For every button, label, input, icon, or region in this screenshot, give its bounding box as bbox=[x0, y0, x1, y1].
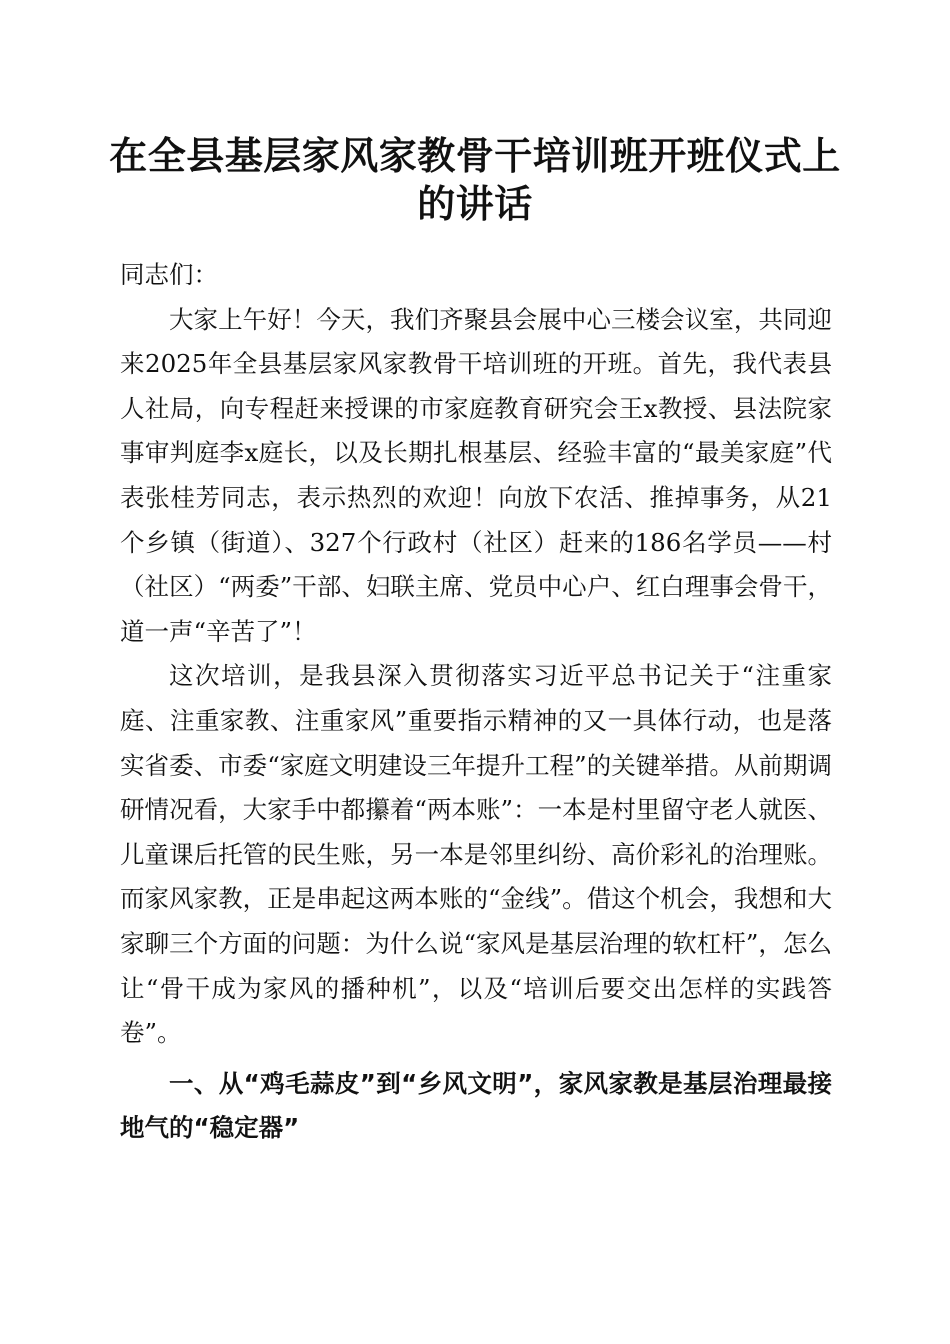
document-title: 在全县基层家风家教骨干培训班开班仪式上的讲话 bbox=[109, 133, 841, 226]
paragraph-purpose: 这次培训，是我县深入贯彻落实习近平总书记关于“注重家庭、注重家教、注重家风”重要指示精神的又一具体行动，也是落实省委、市委“家庭文明建设三年提升工程”的关键举措。从前期调研情况看，大家手中都攥着“两本账”：一本是村里留守老人就医、儿童课后托管的民生账，另一本是邻里纠纷、高价彩礼的治理账。而家风家教，正是串起这两本账的“金线”。借这个机会，我想和大家聊三个方面的问题：为什么说“家风是基层治理的软杠杆”，怎么让“骨干成为家风的播种机”，以及“培训后要交出怎样的实践答卷”。 bbox=[120, 661, 832, 1048]
section-heading-1: 一、从“鸡毛蒜皮”到“乡风文明”，家风家教是基层治理最接地气的“稳定器” bbox=[120, 1068, 832, 1143]
salutation: 同志们： bbox=[120, 260, 218, 289]
paragraph-opening: 大家上午好！今天，我们齐聚县会展中心三楼会议室，共同迎来2025年全县基层家风家教骨干培训班的开班。首先，我代表县人社局，向专程赶来授课的市家庭教育研究会王x教授、县法院家事审判庭李x庭长，以及长期扎根基层、经验丰富的“最美家庭”代表张桂芳同志，表示热烈的欢迎！向放下农活、推掉事务，从21个乡镇（街道）、327个行政村（社区）赶来的186名学员——村（社区）“两委”干部、妇联主席、党员中心户、红白理事会骨干，道一声“辛苦了”！ bbox=[120, 304, 832, 646]
document-body bbox=[120, 253, 832, 1151]
